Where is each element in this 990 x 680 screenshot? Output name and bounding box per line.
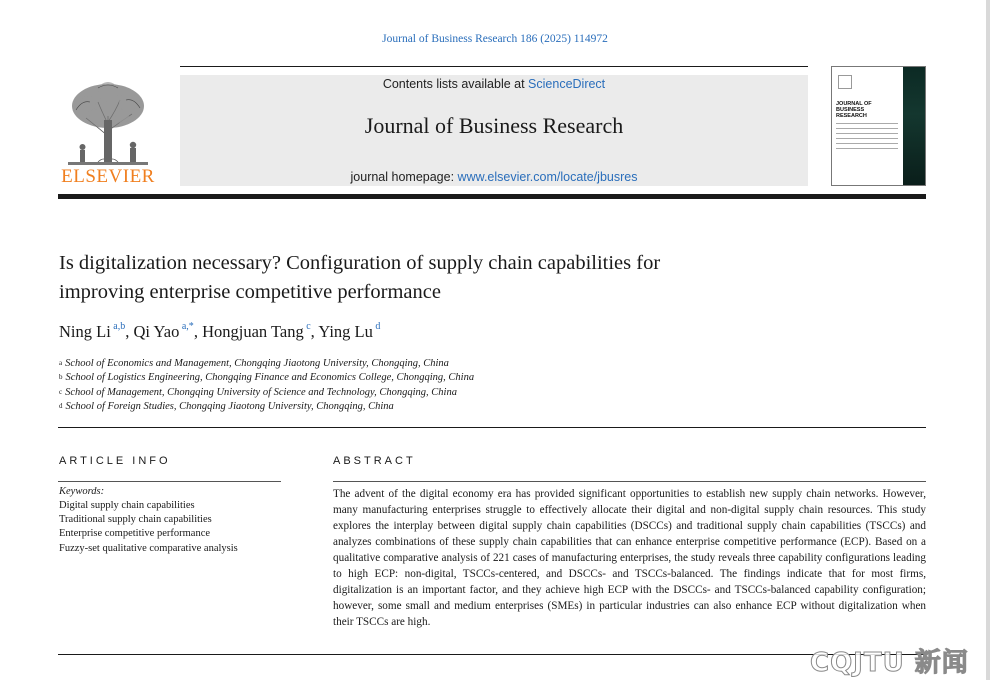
author-name[interactable]: Qi Yao: [133, 322, 180, 341]
cqjtu-news-watermark: CQJTU 新闻: [810, 648, 969, 678]
journal-name: Journal of Business Research: [364, 113, 624, 138]
journal-homepage-link[interactable]: www.elsevier.com/locate/jbusres: [457, 170, 638, 184]
section-divider: [58, 427, 926, 428]
keyword-item: Enterprise competitive performance: [59, 528, 211, 539]
cover-title: JOURNAL OF BUSINESS RESEARCH: [836, 101, 872, 119]
elsevier-wordmark: ELSEVIER: [61, 166, 155, 187]
abstract-rule: [333, 481, 926, 482]
keyword-item: Fuzzy-set qualitative comparative analysis: [59, 543, 238, 554]
cover-logo-mark: [838, 75, 852, 89]
author-affiliation-mark[interactable]: d: [375, 321, 381, 332]
article-title-line-1: Is digitalization necessary? Configuration of supply chain capabilities for: [59, 252, 661, 274]
abstract-bottom-rule: [58, 654, 926, 655]
contents-prefix: Contents lists available at: [382, 77, 529, 91]
abstract-heading: ABSTRACT: [333, 455, 416, 467]
abstract-text: The advent of the digital economy era has provided significant opportunities to establish new supply chain networks. However, many manufacturing enterprises struggle to effectively allocate their digital and non-digital supply chain resources. This study explores the interplay between digital supply chain capabilities (DSCCs) and traditional supply chain capabilities (TSCCs) and analyzes combinations of these supply chain capabilities that can enhance enterprise competitive performance (ECP). Based on a qualitative comparative analysis of 221 cases of manufacturing enterprises, the study reveals three capability configurations leading to high ECP: non-digital, TSCCs-centered, and DSCCs- and TSCCs-balanced. The findings indicate that for most firms, digitalization is an important factor, and they achieve high ECP with the DSCCs- and TSCCs-balanced capability configuration; however, some small and medium enterprises (SMEs) in particular industries can also enhance ECP without digitalization when their TSCCs are high.: [333, 488, 926, 628]
keyword-item: Traditional supply chain capabilities: [59, 514, 212, 525]
affiliation-item: $^b$ School of Logistics Engineering, Chongqing Finance and Economics College, Chongqing, China: [59, 372, 475, 384]
author-list: Ning Li $^{a,b}$, Qi Yao $^{a,*}$, Hongjuan Tang $^c$, Ying Lu $^d$: [59, 321, 381, 341]
affiliation-item: $^a$ School of Economics and Management, Chongqing Jiaotong University, Chongqing, China: [59, 358, 449, 369]
affiliation-list: [59, 357, 474, 414]
journal-cover-thumbnail[interactable]: [831, 66, 926, 186]
header-thick-rule: [58, 194, 926, 199]
affiliation-item: $^d$ School of Foreign Studies, Chongqing Jiaotong University, Chongqing, China: [59, 400, 394, 412]
journal-citation-link[interactable]: Journal of Business Research 186 (2025) 114972: [382, 33, 608, 45]
article-title-line-2: improving enterprise competitive performance: [59, 281, 441, 303]
author-affiliation-mark[interactable]: a,*: [181, 321, 194, 332]
sciencedirect-link[interactable]: ScienceDirect: [528, 77, 606, 91]
article-info-heading: ARTICLE INFO: [59, 455, 171, 467]
author-name[interactable]: Ning Li: [59, 322, 111, 341]
header-top-rule: [180, 66, 808, 67]
contents-available-line: [180, 77, 808, 91]
article-info-rule: [58, 481, 281, 482]
journal-homepage-line: [180, 170, 808, 184]
author-name[interactable]: Ying Lu: [318, 322, 373, 341]
homepage-prefix: journal homepage:: [350, 170, 458, 184]
author-affiliation-mark[interactable]: a,b: [113, 321, 126, 332]
keywords-label: Keywords:: [59, 486, 105, 497]
cover-dark-stripe: [903, 67, 925, 185]
author-affiliation-mark[interactable]: c: [306, 321, 311, 332]
keyword-item: Digital supply chain capabilities: [59, 500, 195, 511]
window-edge: [986, 0, 990, 680]
affiliation-item: $^c$ School of Management, Chongqing University of Science and Technology, Chongqing, China: [59, 386, 457, 398]
author-name[interactable]: Hongjuan Tang: [202, 322, 304, 341]
article-title: [59, 249, 859, 307]
cover-text-lines: [836, 123, 898, 153]
